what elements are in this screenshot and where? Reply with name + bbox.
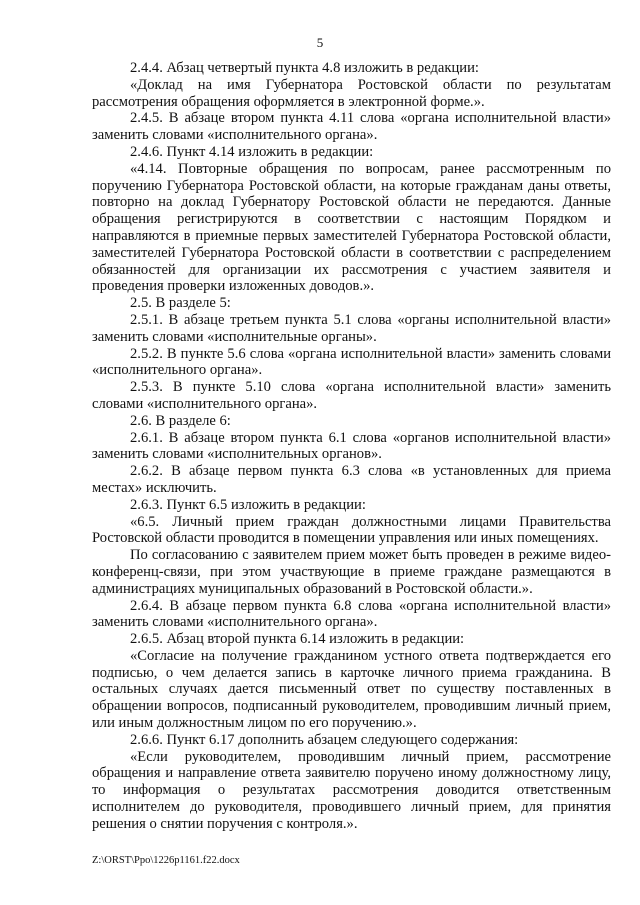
footer-file-path: Z:\ORST\Ppo\1226p1161.f22.docx [92,855,240,866]
document-body [92,60,611,833]
paragraph-2-4-5: 2.4.5. В абзаце втором пункта 4.11 слова «органа исполнительной власти» заменить словами «исполнительного органа». [92,110,611,144]
paragraph-2-6-2: 2.6.2. В абзаце первом пункта 6.3 слова «в установленных для приема местах» исключить. [92,463,611,496]
paragraph-2-5-3: 2.5.3. В пункте 5.10 слова «органа исполнительной власти» заменить словами «исполнительного органа». [92,379,611,412]
paragraph-2-5: 2.5. В разделе 5: [130,295,231,312]
paragraph-2-4-6: 2.4.6. Пункт 4.14 изложить в редакции: [130,143,374,160]
paragraph-2-6-1: 2.6.1. В абзаце втором пункта 6.1 слова «органов исполнительной власти» заменить словами «исполнительных органов». [92,429,611,463]
page-number: 5 [316,35,324,50]
paragraph-2-5-1: 2.5.1. В абзаце третьем пункта 5.1 слова «органы исполнительной власти» заменить словами «исполнительные органы». [92,311,611,345]
paragraph-2-6-3: 2.6.3. Пункт 6.5 изложить в редакции: [130,496,366,513]
paragraph-2-6-4: 2.6.4. В абзаце первом пункта 6.8 слова «органа исполнительной власти» заменить словами «исполнительного органа». [92,597,611,631]
paragraph-2-6-5: 2.6.5. Абзац второй пункта 6.14 изложить в редакции: [130,631,465,648]
paragraph-quote-6-5: «6.5. Личный прием граждан должностными лицами Правительства Ростовской области проводится в помещении управления или иных помещениях. [92,513,611,547]
paragraph-2-5-2: 2.5.2. В пункте 5.6 слова «органа исполнительной власти» заменить словами «исполнительного органа». [92,345,611,379]
paragraph-quote-4-8: «Доклад на имя Губернатора Ростовской области по результатам рассмотрения обращения оформляется в электронной форме.». [92,76,611,110]
paragraph-quote-6-17: «Если руководителем, проводившим личный прием, рассмотрение обращения и направление ответа заявителю поручено иному должностному лицу, то информация о результатах рассмотрения доводится ответственным исполнителем до руководителя, проводившего личный прием, для принятия решения о снятии поручения с контроля.». [92,748,611,832]
paragraph-2-4-4: 2.4.4. Абзац четвертый пункта 4.8 изложить в редакции: [130,60,479,76]
paragraph-2-6-6: 2.6.6. Пункт 6.17 дополнить абзацем следующего содержания: [130,731,519,748]
paragraph-quote-4-14: «4.14. Повторные обращения по вопросам, ранее рассмотренным по поручению Губернатора Ростовской области, на которые гражданам даны ответы, повторно на доклад Губернатору Ростовской области не передаются. Данные обращения регистрируются в соответствии с настоящим Порядком и направляются в приемные первых заместителей Губернатора Ростовской области, заместителей Губернатора Ростовской области в соответствии с распределением обязанностей для организации их рассмотрения с участием заявителя и проведения проверки изложенных доводов.». [92,160,611,295]
paragraph-2-6: 2.6. В разделе 6: [130,412,231,429]
paragraph-quote-6-14: «Согласие на получение гражданином устного ответа подтверждается его подписью, о чем делается запись в карточке личного приема гражданина. В остальных случаях дается письменный ответ по существу поставленных в обращении вопросов, подписанный руководителем, проводившим личный прием, или иным должностным лицом по его поручению.». [92,647,611,732]
paragraph-video-conference: По согласованию с заявителем прием может быть проведен в режиме видео-конференц-связи, при этом участвующие в приеме граждане размещаются в администрациях муниципальных образований в Ростовской области.». [92,547,611,597]
